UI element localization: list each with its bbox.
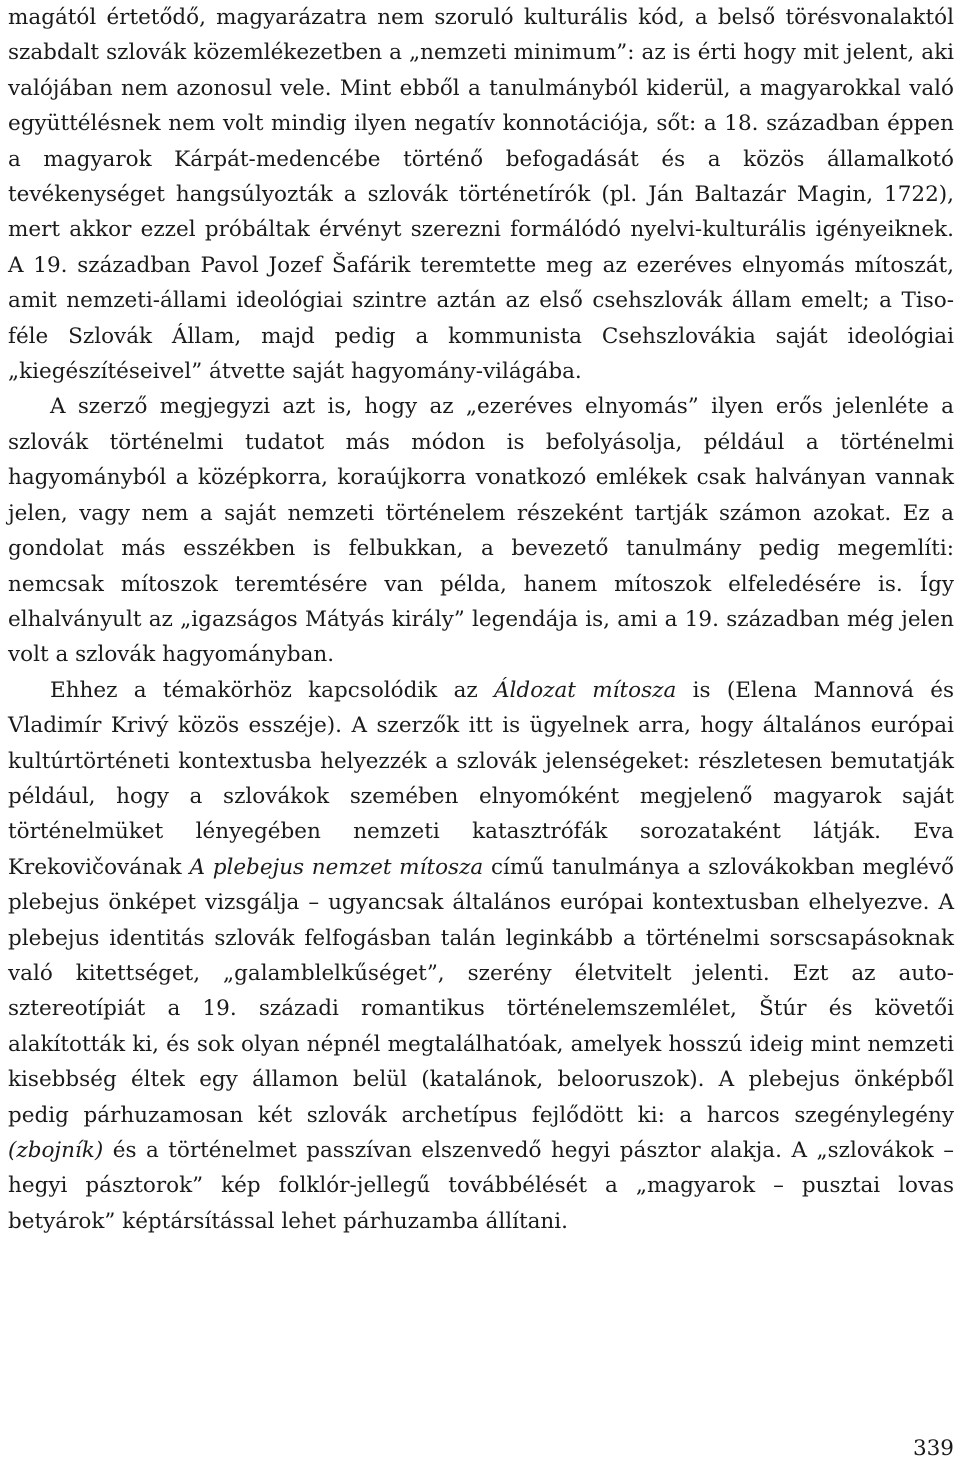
paragraph-1 xyxy=(8,0,954,389)
text-run: A szerző megjegyzi azt is, hogy az „ezeréves elnyomás” ilyen erős jelenléte a szlovák történelmi tudatot más módon is befolyásolja, például a történelmi hagyományból a középkorra, koraújkorra vonatkozó emlékek csak halványan vannak jelen, vagy nem a saját nemzeti történelem részeként tartják számon azokat. Ez a gondolat más esszékben is felbukkan, a bevezető tanulmány pedig megemlíti: nemcsak mítoszok teremtésére van példa, hanem mítoszok elfeledésére is. Így elhalványult az „igazságos Mátyás király” legendája is, ami a 19. században még jelen volt a szlovák hagyományban. xyxy=(8,394,954,668)
text-run: és a történelmet passzívan elszenvedő hegyi pásztor alakja. A „szlovákok – hegyi pásztorok” kép folklór-jellegű továbbélését a „magyarok – pusztai lovas betyárok” képtársítással lehet párhuzamba állítani. xyxy=(8,1138,954,1234)
italic-title-run: A plebejus nemzet mítosza xyxy=(189,854,484,880)
text-run: magától értetődő, magyarázatra nem szoruló kulturális kód, a belső törésvonalaktól szabdalt szlovák közemlékezetben a „nemzeti minimum”: az is érti hogy mit jelent, aki valójában nem azonosul vele. Mint ebből a tanulmányból kiderül, a magyarokkal való együttélésnek nem volt mindig ilyen negatív konnotációja, sőt: a 18. században éppen a magyarok Kárpát-medencébe történő befogadását és a közös államalkotó tevékenységet hangsúlyozták a szlovák történetírók (pl. Ján Baltazár Magin, 1722), mert akkor ezzel próbáltak érvényt szerezni formálódó nyelvi-kulturális igényeiknek. A 19. században Pavol Jozef Šafárik teremtette meg az ezeréves elnyomás mítoszát, amit nemzeti-állami ideológiai szintre aztán az első csehszlovák állam emelt; a Tiso-féle Szlovák Állam, majd pedig a kommunista Csehszlovákia saját ideológiai „kiegészítéseivel” átvette saját hagyomány-világába. xyxy=(8,5,954,385)
paragraph-3 xyxy=(8,673,954,1240)
text-run: Ehhez a témakörhöz kapcsolódik az xyxy=(50,677,495,703)
text-run: is (Elena Mannová és Vladimír Krivý közös esszéje). A szerzők itt is ügyelnek arra, hogy általános európai kultúrtörténeti kontextusba helyezzék a szlovák jelenségeket: részletesen bemutatják például, hogy a szlovákok szemében elnyomóként megjelenő magyarok saját történelmüket lényegében nemzeti katasztrófák sorozataként látják. Eva Krekovičovának xyxy=(8,677,954,880)
body-text xyxy=(8,0,954,1239)
italic-title-run: (zbojník) xyxy=(8,1138,104,1163)
paragraph-2 xyxy=(8,389,954,672)
text-run: című tanulmánya a szlovákokban meglévő plebejus önképet vizsgálja – ugyancsak általános európai kontextusban elhelyezve. A plebejus identitás szlovák felfogásban talán leginkább a történelmi sorscsapásoknak való kitettséget, „galamblelkűséget”, szerény életvitelt jelenti. Ezt az auto-sztereotípiát a 19. századi romantikus történelemszemlélet, Štúr és követői alakították ki, és sok olyan népnél megtalálhatóak, amelyek hosszú ideig mint nemzeti kisebbség éltek egy államon belül (katalánok, belooruszok). A plebejus önképből pedig párhuzamosan két szlovák archetípus fejlődött ki: a harcos szegénylegény xyxy=(8,854,954,1128)
italic-title-run: Áldozat mítosza xyxy=(494,677,677,703)
page-number: 339 xyxy=(912,1436,954,1461)
